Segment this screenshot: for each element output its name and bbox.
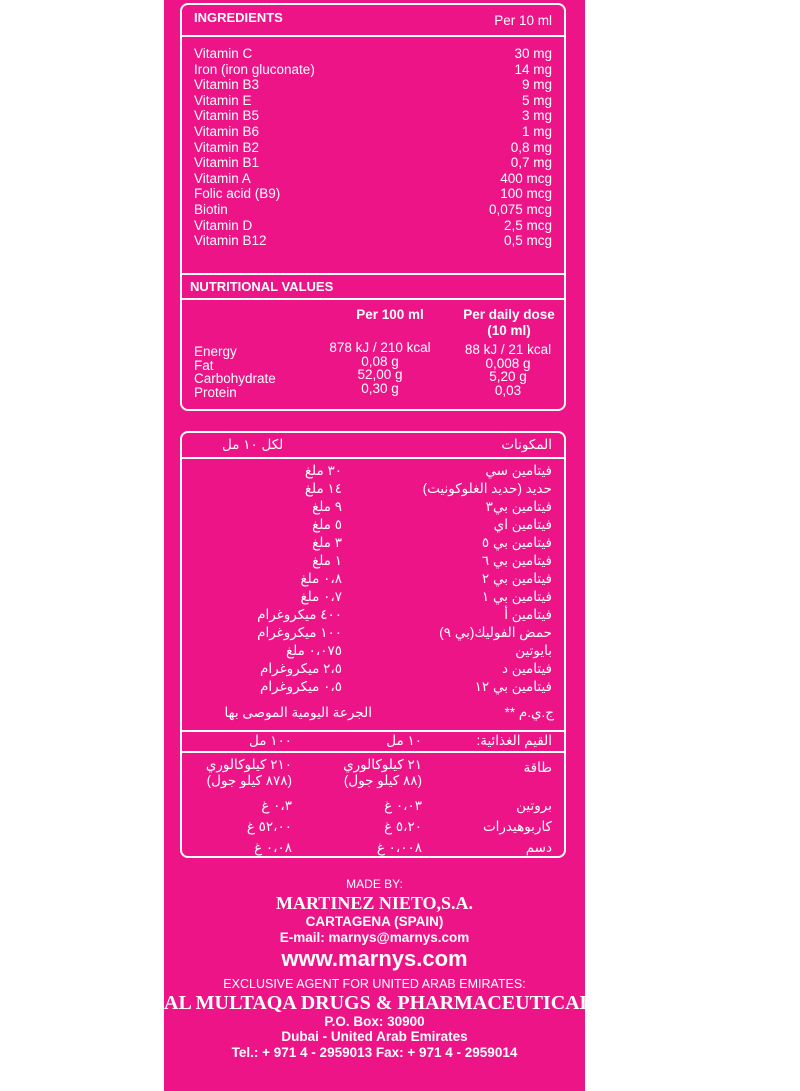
nutrition-name: Fat (194, 357, 214, 373)
agent-city: Dubai - United Arab Emirates (281, 1029, 468, 1044)
ingredient-amount: 0,075 mcg (488, 201, 552, 217)
arabic-nutrient-dose: ٠،٠٣ غ (384, 798, 422, 813)
arabic-ingredient-amounts (192, 462, 342, 696)
arabic-col-dose: ١٠ مل (386, 733, 422, 748)
arabic-ingredient-amount: ٠،٠٧٥ ملغ (285, 643, 342, 658)
nutrition-perdose-value: 0,008 g (485, 355, 531, 371)
arabic-energy-label: طاقة (523, 760, 552, 775)
arabic-ingredient-amount: ٣ ملغ (312, 535, 342, 550)
nutrition-col-perdose: Per daily dose (463, 307, 555, 322)
divider (182, 298, 564, 300)
agent-name: AL MULTAQA DRUGS & PHARMACEUTICAL (164, 992, 593, 1014)
nutrition-per100-value: 52,00 g (357, 367, 403, 382)
ingredient-name: Vitamin C (194, 46, 253, 61)
divider (182, 35, 564, 37)
ingredient-amount: 0,5 mcg (503, 233, 552, 249)
ingredient-amount: 5 mg (521, 92, 552, 108)
ingredient-amount: 14 mg (514, 61, 552, 77)
made-by-label: MADE BY: (346, 877, 403, 891)
arabic-nutrient-dose: ٥،٢٠ غ (384, 819, 422, 834)
ingredient-name: Biotin (194, 201, 228, 217)
arabic-ingredient-name: فيتامين بي ٦ (481, 553, 552, 568)
ingredient-name: Vitamin B5 (194, 108, 260, 124)
agent-phones: Tel.: + 971 4 - 2959013 Fax: + 971 4 - 2959014 (231, 1045, 518, 1060)
nutrition-col-per100: Per 100 ml (356, 307, 424, 322)
nutrition-names (194, 345, 324, 399)
arabic-note-text: الجرعة اليومية الموصى بها (224, 705, 372, 720)
arabic-col-100: ١٠٠ مل (249, 733, 292, 748)
arabic-ingredient-name: حديد (حديد الغلوكونيت) (422, 481, 552, 496)
nutrition-perdose-value: 0,03 (494, 382, 522, 398)
nutrition-name: Energy (194, 344, 237, 359)
nutrition-per100-values (310, 341, 450, 395)
arabic-ingredient-name: فيتامين بي ١٢ (474, 679, 552, 694)
arabic-ingredient-name: فيتامين بي ٥ (481, 535, 552, 550)
product-label-panel (164, 0, 593, 1091)
nutrition-perdose-value: 88 kJ / 21 kcal (464, 342, 552, 357)
ingredients-title: INGREDIENTS (194, 10, 283, 25)
ingredient-name: Folic acid (B9) (194, 186, 281, 202)
nutrition-per100-value: 0,30 g (361, 380, 399, 396)
agent-po-box: P.O. Box: 30900 (324, 1014, 425, 1029)
nutrition-perdose-value: 5,20 g (489, 369, 527, 384)
arabic-ingredient-name: فيتامين د (501, 661, 552, 676)
arabic-ingredient-name: حمض الفوليك(بي ٩) (439, 625, 552, 640)
nutrition-name: Carbohydrate (194, 371, 276, 386)
ingredient-name: Vitamin B3 (194, 77, 260, 93)
arabic-nutrient-per100: ٠،٣ غ (261, 798, 292, 813)
arabic-energy-dose-kcal: ٢١ كيلوكالوري (343, 757, 422, 772)
ingredient-amount: 30 mg (514, 46, 552, 61)
arabic-note-mark: ** ج.ي.م (504, 705, 554, 720)
nutrition-per100-value: 878 kJ / 210 kcal (329, 340, 431, 355)
ingredient-name: Vitamin D (194, 217, 253, 233)
ingredient-name: Vitamin B2 (194, 139, 260, 155)
arabic-energy-100-kcal: ٢١٠ كيلوكالوري (205, 757, 292, 772)
arabic-nutrient-name: بروتين (516, 798, 552, 813)
divider (182, 751, 564, 753)
arabic-ingredient-amount: ٢،٥ ميكروغرام (260, 661, 342, 676)
arabic-ingredient-amount: ١٠٠ ميكروغرام (257, 625, 342, 640)
arabic-nutrient-name: كاربوهيدرات (482, 819, 552, 834)
arabic-ingredient-amount: ٤٠٠ ميكروغرام (257, 607, 342, 622)
ingredient-amount: 400 mcg (500, 170, 552, 186)
nutrition-name: Protein (194, 384, 237, 400)
arabic-ingredient-amount: ٣٠ ملغ (304, 463, 342, 478)
ingredient-name: Vitamin E (194, 92, 252, 108)
divider (182, 273, 564, 275)
arabic-ingredient-name: فيتامين بي٣ (485, 499, 552, 514)
arabic-nutrient-per100: ٥٢،٠٠ غ (246, 819, 292, 834)
arabic-ingredient-amount: ١٤ ملغ (304, 481, 342, 496)
arabic-ingredient-names (332, 462, 552, 696)
nutrition-col-perdose-sub: (10 ml) (487, 323, 531, 338)
ingredient-amount: 100 mcg (500, 186, 552, 202)
agent-label: EXCLUSIVE AGENT FOR UNITED ARAB EMIRATES: (223, 977, 526, 991)
arabic-ingredient-name: فيتامين أ (504, 607, 552, 622)
arabic-ingredient-name: فيتامين سي (485, 463, 552, 478)
nutrition-title: NUTRITIONAL VALUES (190, 279, 334, 294)
ingredient-amount: 0,7 mg (510, 155, 552, 171)
arabic-ingredient-amount: ٥ ملغ (312, 517, 342, 532)
arabic-ingredient-name: فيتامين اي (493, 517, 552, 532)
arabic-per-label: لكل ١٠ مل (222, 437, 284, 452)
ingredient-name: Vitamin B1 (194, 155, 260, 171)
arabic-ingredient-name: فيتامين بي ١ (481, 589, 552, 604)
arabic-ingredient-amount: ٠،٧ ملغ (300, 589, 342, 604)
ingredient-amount: 3 mg (521, 108, 552, 124)
ingredient-amount: 0,8 mg (510, 139, 552, 155)
arabic-ingredient-amount: ٩ ملغ (312, 499, 342, 514)
manufacturer-city: CARTAGENA (SPAIN) (305, 914, 444, 929)
ingredient-amounts (412, 46, 552, 249)
arabic-nutrition-title: القيم الغذائية: (476, 733, 552, 748)
manufacturer-email: E-mail: marnys@marnys.com (279, 930, 470, 945)
divider (182, 730, 564, 732)
ingredient-names (194, 46, 424, 249)
arabic-ingredient-amount: ١ ملغ (312, 553, 342, 568)
nutrition-perdose-values (448, 343, 568, 397)
website-link[interactable]: www.marnys.com (281, 946, 468, 971)
ingredient-name: Vitamin B6 (194, 123, 260, 139)
arabic-ingredient-name: فيتامين بي ٢ (481, 571, 552, 586)
english-info-box (180, 3, 566, 411)
arabic-nutrient-name: دسم (525, 840, 552, 855)
arabic-nutrient-dose: ٠،٠٠٨ غ (376, 840, 422, 855)
divider (182, 457, 564, 459)
arabic-ingredient-name: بايوتين (515, 643, 552, 658)
ingredient-name: Iron (iron gluconate) (194, 61, 315, 77)
arabic-ingredient-amount: ٠،٨ ملغ (300, 571, 342, 586)
arabic-ingredients-title: المكونات (501, 437, 552, 452)
arabic-energy-dose-kj: (٨٨ كيلو جول) (343, 773, 422, 788)
ingredients-per-label: Per 10 ml (494, 13, 552, 28)
ingredient-name: Vitamin A (194, 170, 251, 186)
arabic-info-box (180, 431, 566, 858)
ingredient-amount: 2,5 mcg (503, 217, 552, 233)
manufacturer-name: MARTINEZ NIETO,S.A. (275, 893, 474, 913)
nutrition-per100-value: 0,08 g (361, 353, 399, 369)
arabic-ingredient-amount: ٠،٥ ميكروغرام (260, 679, 342, 694)
ingredient-amount: 9 mg (521, 77, 552, 93)
arabic-nutrient-per100: ٠،٠٨ غ (254, 840, 292, 855)
ingredient-name: Vitamin B12 (194, 233, 267, 249)
arabic-energy-100-kj: (٨٧٨ كيلو جول) (206, 773, 292, 788)
ingredient-amount: 1 mg (521, 123, 552, 139)
